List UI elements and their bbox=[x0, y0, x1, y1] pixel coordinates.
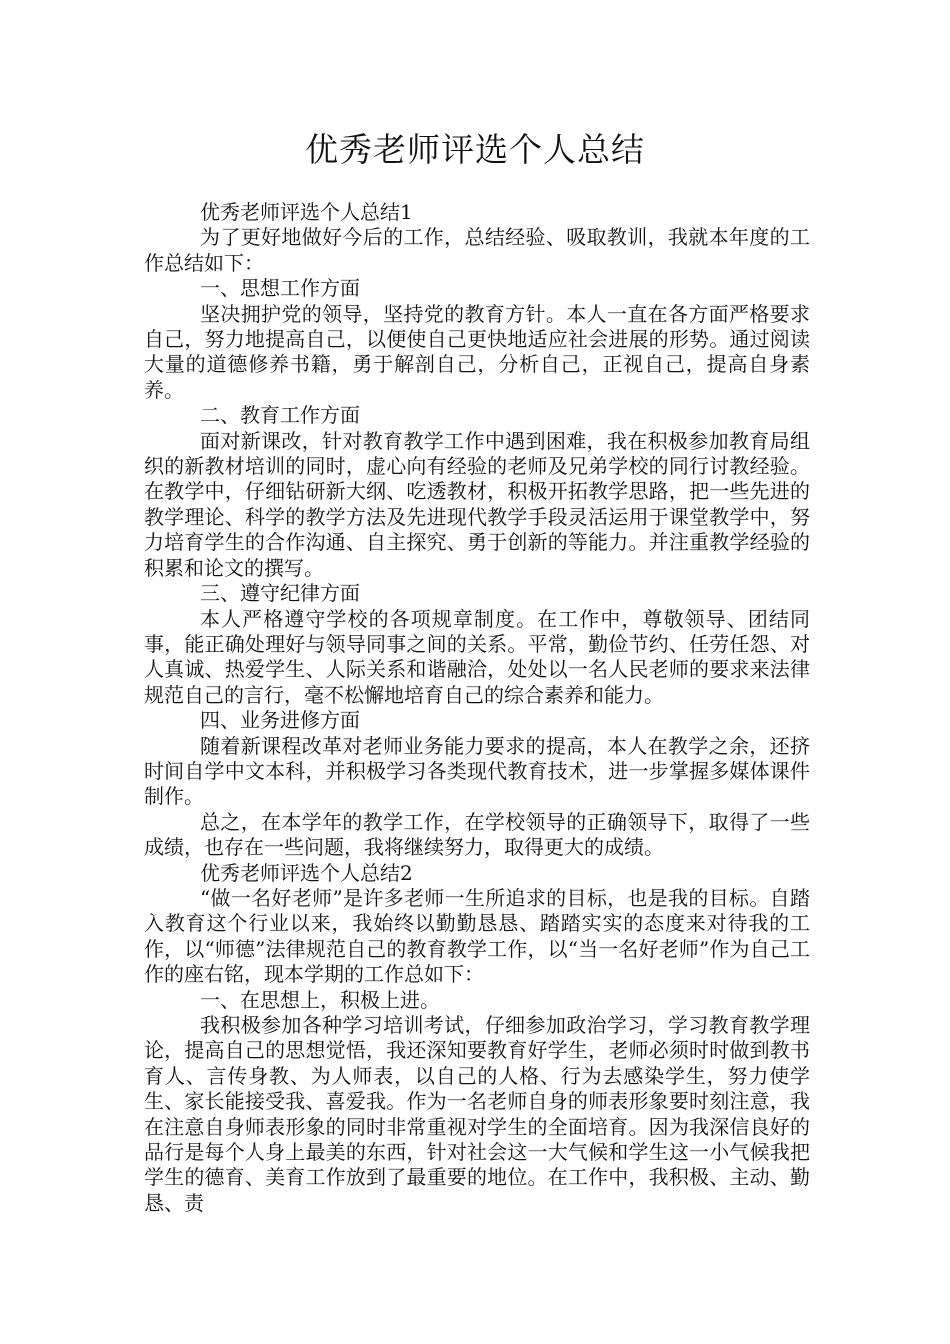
paragraph-ideology: 我积极参加各种学习培训考试，仔细参加政治学习，学习教育教学理论，提高自己的思想觉悟，我还深知要教育好学生，老师必须时时做到教书育人、言传身教、为人师表，以自己的人格、行为去感染学生，努力使学生、家长能接受我、喜爱我。作为一名老师自身的师表形象要时刻注意，我在注意自身师表形象的同时非常重视对学生的全面培育。因为我深信良好的品行是每个人身上最美的东西，针对社会这一大气候和学生这一小气候我把学生的德育、美育工作放到了最重要的地位。在工作中，我积极、主动、勤恳、责 bbox=[144, 1013, 810, 1215]
heading-education-work: 二、教育工作方面 bbox=[200, 403, 360, 428]
section-heading-summary-1: 优秀老师评选个人总结1 bbox=[200, 200, 413, 224]
paragraph-conclusion: 总之，在本学年的教学工作，在学校领导的正确领导下，取得了一些成绩，也存在一些问题，我将继续努力，取得更大的成绩。 bbox=[144, 809, 810, 860]
heading-discipline: 三、遵守纪律方面 bbox=[200, 581, 360, 606]
paragraph-discipline: 本人严格遵守学校的各项规章制度。在工作中，尊敬领导、团结同事，能正确处理好与领导同事之间的关系。平常，勤俭节约、任劳任怨、对人真诚、热爱学生、人际关系和谐融洽，处处以一名人民老师的要求来法律规范自己的言行，毫不松懈地培育自己的综合素养和能力。 bbox=[144, 606, 810, 707]
document-body bbox=[144, 200, 810, 1216]
document-title: 优秀老师评选个人总结 bbox=[305, 130, 645, 169]
heading-ideology: 一、在思想上，积极上进。 bbox=[200, 987, 440, 1012]
paragraph-education-work: 面对新课改，针对教育教学工作中遇到困难，我在积极参加教育局组织的新教材培训的同时，虚心向有经验的老师及兄弟学校的同行讨教经验。在教学中，仔细钻研新大纲、吃透教材，积极开拓教学思路，把一些先进的教学理论、科学的教学方法及先进现代教学手段灵活运用于课堂教学中，努力培育学生的合作沟通、自主探究、勇于创新的等能力。并注重教学经验的积累和论文的撰写。 bbox=[144, 428, 810, 580]
paragraph-thought-work: 坚决拥护党的领导，坚持党的教育方针。本人一直在各方面严格要求自己，努力地提高自己，以便使自己更快地适应社会进展的形势。通过阅读大量的道德修养书籍，勇于解剖自己，分析自己，正视自己，提高自身素养。 bbox=[144, 301, 810, 402]
paragraph-professional-study: 随着新课程改革对老师业务能力要求的提高，本人在教学之余，还挤时间自学中文本科，并积极学习各类现代教育技术，进一步掌握多媒体课件制作。 bbox=[144, 733, 810, 809]
paragraph-good-teacher: “做一名好老师”是许多老师一生所追求的目标，也是我的目标。自踏入教育这个行业以来，我始终以勤勤恳恳、踏踏实实的态度来对待我的工作，以“师德”法律规范自己的教育教学工作，以“当一名好老师”作为自己工作的座右铭，现本学期的工作总如下： bbox=[144, 885, 810, 987]
heading-professional-study: 四、业务进修方面 bbox=[200, 708, 360, 733]
section-heading-summary-2: 优秀老师评选个人总结2 bbox=[200, 860, 413, 885]
heading-thought-work: 一、思想工作方面 bbox=[200, 276, 360, 301]
intro-paragraph: 为了更好地做好今后的工作，总结经验、吸取教训，我就本年度的工作总结如下： bbox=[144, 225, 810, 275]
